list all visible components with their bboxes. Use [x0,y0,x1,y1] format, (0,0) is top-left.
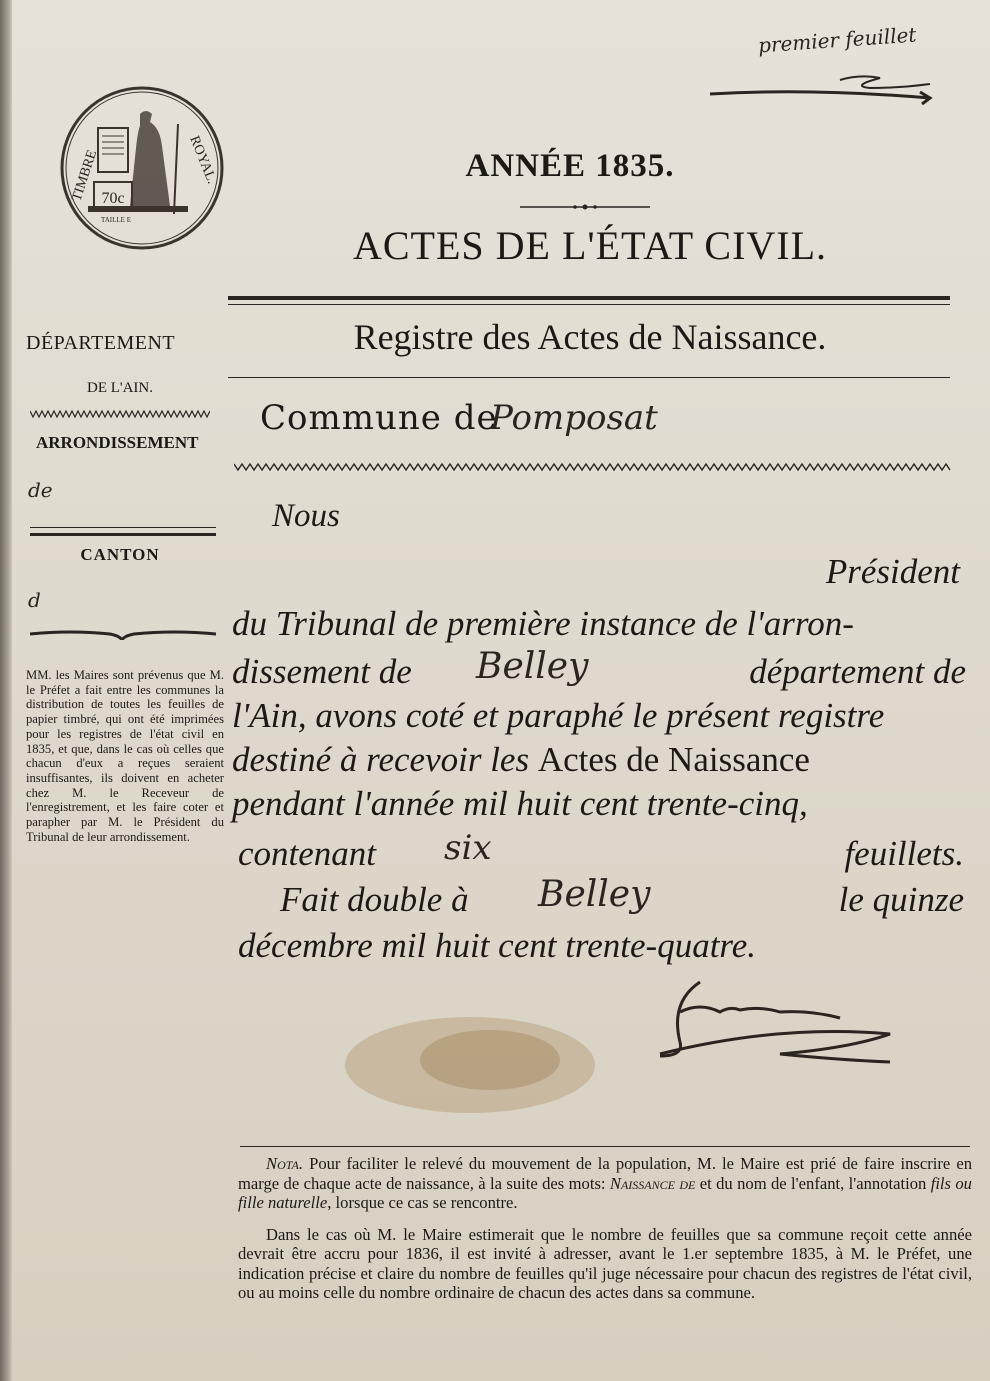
body-line [232,740,968,780]
handwritten-arrondissement: Belley [476,646,589,687]
book-binding [0,0,12,1381]
divider [228,377,950,378]
body-text: destiné à recevoir les [232,740,538,779]
departement-label: DÉPARTEMENT [26,332,176,354]
nota-paragraph [238,1154,972,1213]
handwritten-sheet-count: six [444,828,492,868]
handwritten-place: Belley [538,874,651,915]
body-line: département de [749,652,966,691]
divider [240,1146,970,1147]
nota-text: Pour faciliter le relevé du mouvement de la population, M. le Maire est prié de faire inscrire en marge de chaque acte de naissance, à la suite des mots: [238,1154,972,1193]
divider [30,533,216,536]
body-line: décembre mil huit cent trente-quatre. [238,926,757,965]
body-line: Fait double à [280,880,469,919]
water-stain [340,1010,600,1120]
body-line: contenant [238,834,377,873]
divider [30,527,216,528]
prefect-notice: MM. les Maires sont prévenus que M. le Préfet a fait entre les communes la distribution de toutes les feuilles de papier timbré, qui ont été imprimées pour les registres de l'état civil en 1835, et que, dans le cas où celles que chacun d'eux a reçues seraient insuffisantes, ils doivent en acheter chez M. le Receveur de l'enregistrement, et les faire coter et parapher par M. le Président du Tribunal de leur arrondissement. [26,668,224,844]
zigzag-divider [30,410,210,418]
seal-bottom: TAILLE E [101,216,131,224]
nota-text: , lorsque ce cas se rencontre. [327,1193,518,1212]
canton-label: CANTON [80,545,160,564]
nota-text: fils ou fille naturelle [238,1173,972,1212]
zigzag-divider [234,462,952,472]
nota-paragraph: Dans le cas où M. le Maire estimerait que le nombre de feuilles que sa commune reçoit cette année devrait être accru pour 1836, il est invité à adresser, avant le 1.er septembre 1835, à M. le Préfet, une indication précise et claire du nombre de feuilles qu'il juge nécessaire pour chacun des registres de l'état civil, ou au moins celle du nombre ordinaire de chacun des actes dans sa commune. [238,1224,972,1302]
arrondissement-value: de [28,478,53,502]
body-line: feuillets. [844,834,964,873]
body-line: l'Ain, avons coté et paraphé le présent registre [232,696,885,735]
arrondissement-label: ARRONDISSEMENT [36,433,199,452]
nota-text: et du nom de l'enfant, l'annotation [695,1173,931,1193]
body-nous: Nous [272,498,340,534]
swash-ornament [30,624,216,640]
body-line: pendant l'année mil huit cent trente-cinq, [232,784,808,823]
nota-label: Nota. [266,1154,303,1173]
canton-value: d [28,588,41,612]
seal-right-text: ROYAL. [186,133,219,187]
nota-section [238,1154,972,1315]
year-heading: ANNÉE 1835. [465,148,675,184]
divider [228,304,950,305]
handwritten-first-sheet: premier feuillet [757,22,918,58]
body-line: du Tribunal de première instance de l'arron- [232,604,854,643]
signature [630,972,910,1082]
body-text: Actes de Naissance [537,740,810,779]
ornament-divider [520,204,650,210]
body-president: Président [825,552,960,591]
handwritten-flourish [710,60,950,116]
commune-label: Commune de [260,398,498,438]
page-title: ACTES DE L'ÉTAT CIVIL. [352,223,828,268]
divider [228,296,950,300]
body-line: le quinze [838,880,964,919]
seal-left-text: TIMBRE [69,148,101,204]
nota-text: Naissance de [609,1173,696,1193]
royal-stamp-seal [58,84,226,252]
body-line: dissement de [232,652,412,691]
departement-value: DE L'AIN. [86,380,154,396]
register-page [10,0,990,1381]
register-title: Registre des Actes de Naissance. [353,317,827,357]
seal-price: 70c [101,190,125,207]
commune-value: Pomposat [490,398,658,438]
